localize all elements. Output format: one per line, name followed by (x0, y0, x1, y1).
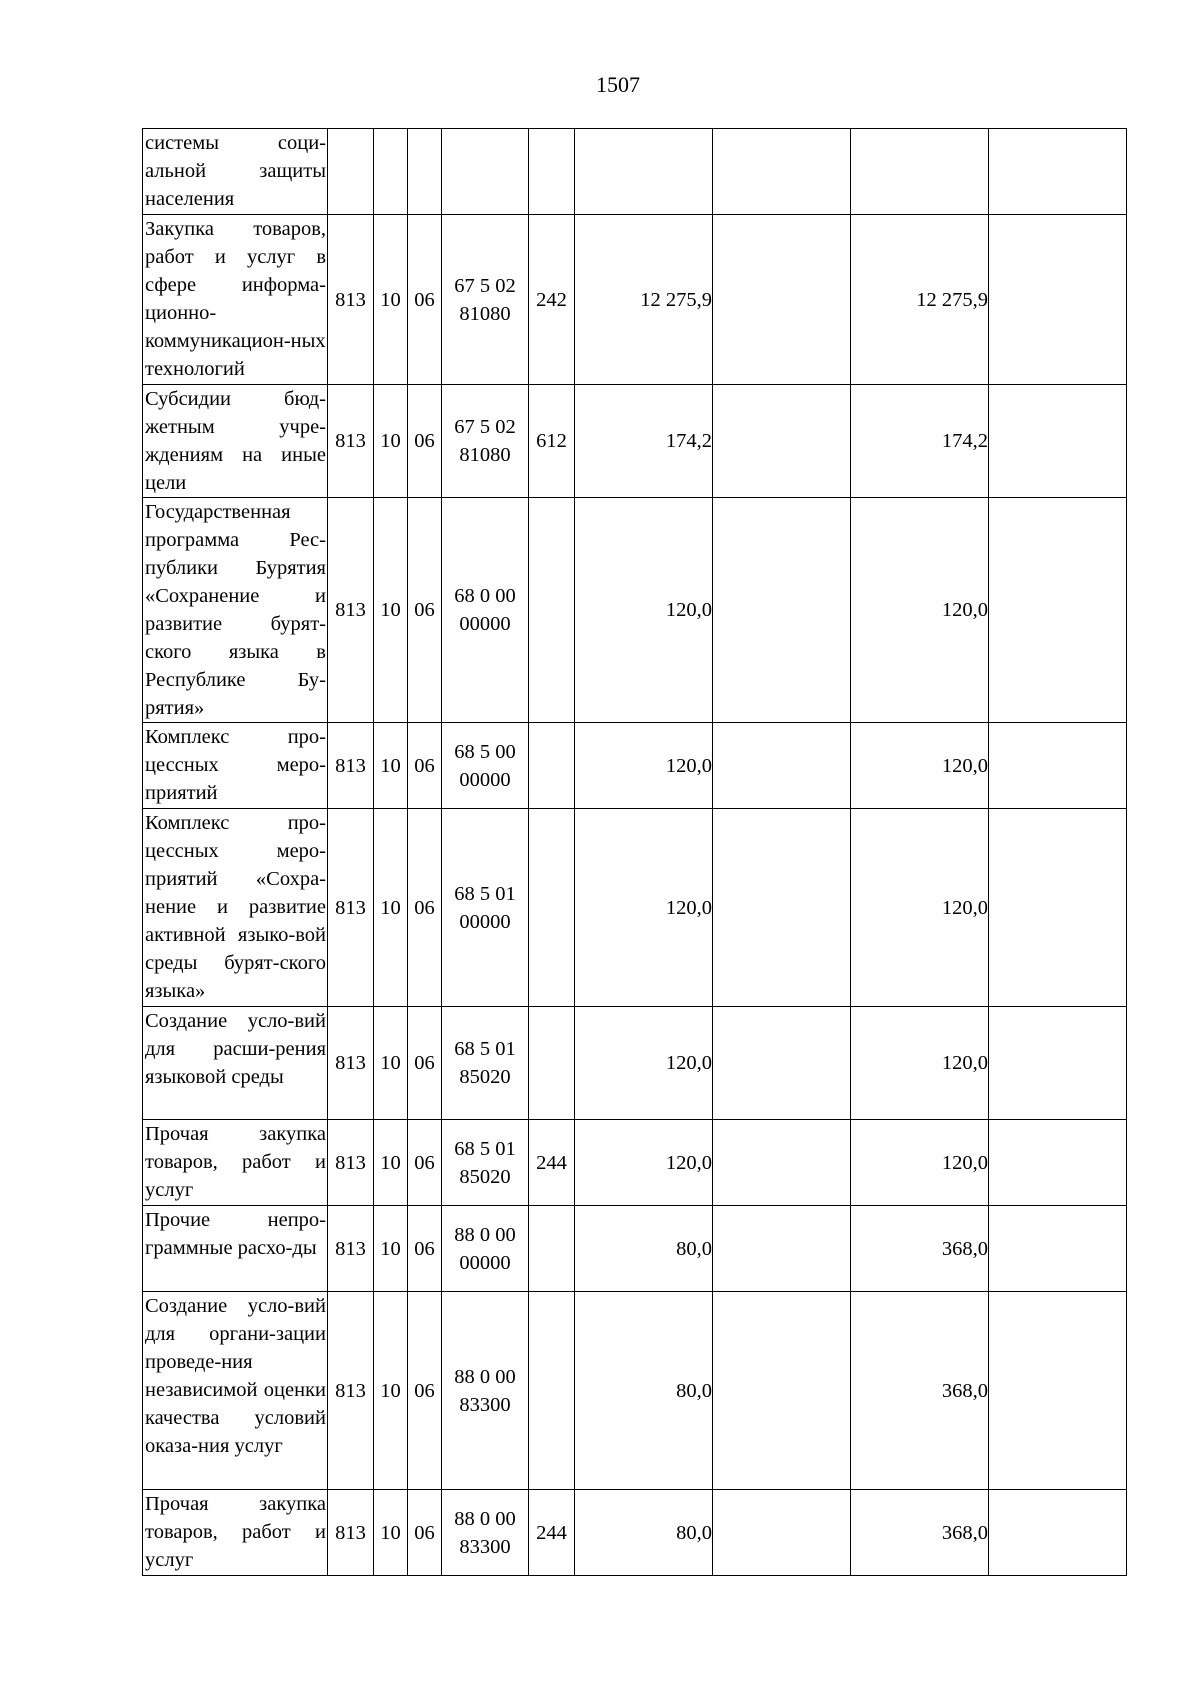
table-row (143, 1007, 1127, 1120)
expense-type-cell: 244 (529, 1490, 575, 1576)
subsection-code-cell: 06 (408, 1206, 442, 1292)
subsection-code-cell: 06 (408, 1490, 442, 1576)
expense-name-cell: Прочая закупка товаров, работ и услуг (143, 1490, 328, 1576)
expense-type-cell: 242 (529, 215, 575, 385)
expense-type-cell (529, 1206, 575, 1292)
expense-type-cell (529, 723, 575, 809)
table-row (143, 1206, 1127, 1292)
amount-3-cell: 368,0 (851, 1490, 989, 1576)
table-row (143, 129, 1127, 215)
section-code-cell (374, 129, 408, 215)
expense-name-cell: Государственная программа Рес-публики Бурятия «Сохранение и развитие бурят-ского языка в Республике Бу-рятия» (143, 498, 328, 723)
expense-type-cell (529, 1292, 575, 1490)
section-code-cell: 10 (374, 1120, 408, 1206)
target-article-cell: 68 0 00 00000 (442, 498, 529, 723)
expense-name-cell: системы соци-альной защиты населения (143, 129, 328, 215)
amount-3-cell: 174,2 (851, 385, 989, 498)
subsection-code-cell: 06 (408, 385, 442, 498)
subsection-code-cell: 06 (408, 809, 442, 1007)
table-row (143, 1292, 1127, 1490)
amount-3-cell: 120,0 (851, 723, 989, 809)
amount-2-cell (713, 215, 851, 385)
table-row (143, 498, 1127, 723)
target-article-cell: 68 5 01 85020 (442, 1007, 529, 1120)
target-article-cell: 67 5 02 81080 (442, 215, 529, 385)
table-body (143, 129, 1127, 1576)
expense-name-cell: Создание усло-вий для расши-рения языковой среды (143, 1007, 328, 1120)
amount-2-cell (713, 498, 851, 723)
section-code-cell: 10 (374, 385, 408, 498)
expense-name-cell: Комплекс про-цессных меро-приятий (143, 723, 328, 809)
amount-1-cell: 80,0 (575, 1292, 713, 1490)
subsection-code-cell: 06 (408, 498, 442, 723)
amount-3-cell: 120,0 (851, 1120, 989, 1206)
target-article-cell: 88 0 00 83300 (442, 1292, 529, 1490)
ministry-code-cell: 813 (328, 1007, 374, 1120)
amount-4-cell (989, 1206, 1127, 1292)
amount-4-cell (989, 498, 1127, 723)
amount-4-cell (989, 129, 1127, 215)
amount-2-cell (713, 385, 851, 498)
section-code-cell: 10 (374, 1206, 408, 1292)
table-row (143, 1490, 1127, 1576)
ministry-code-cell: 813 (328, 215, 374, 385)
ministry-code-cell: 813 (328, 385, 374, 498)
amount-4-cell (989, 1292, 1127, 1490)
amount-2-cell (713, 723, 851, 809)
subsection-code-cell: 06 (408, 1292, 442, 1490)
amount-4-cell (989, 723, 1127, 809)
amount-4-cell (989, 1007, 1127, 1120)
amount-1-cell: 80,0 (575, 1490, 713, 1576)
target-article-cell: 88 0 00 00000 (442, 1206, 529, 1292)
expense-type-cell: 244 (529, 1120, 575, 1206)
target-article-cell: 68 5 01 00000 (442, 809, 529, 1007)
ministry-code-cell: 813 (328, 1292, 374, 1490)
table-row (143, 215, 1127, 385)
expense-name-cell: Комплекс про-цессных меро-приятий «Сохра-нение и развитие активной языко-вой среды бурят-ского языка» (143, 809, 328, 1007)
table-row (143, 1120, 1127, 1206)
amount-3-cell: 120,0 (851, 1007, 989, 1120)
amount-3-cell: 12 275,9 (851, 215, 989, 385)
section-code-cell: 10 (374, 1490, 408, 1576)
target-article-cell: 68 5 01 85020 (442, 1120, 529, 1206)
subsection-code-cell: 06 (408, 215, 442, 385)
subsection-code-cell: 06 (408, 1007, 442, 1120)
amount-3-cell: 368,0 (851, 1206, 989, 1292)
amount-3-cell: 368,0 (851, 1292, 989, 1490)
table-row (143, 385, 1127, 498)
expense-type-cell (529, 129, 575, 215)
amount-2-cell (713, 1206, 851, 1292)
expense-type-cell (529, 498, 575, 723)
expense-type-cell: 612 (529, 385, 575, 498)
ministry-code-cell: 813 (328, 723, 374, 809)
target-article-cell: 67 5 02 81080 (442, 385, 529, 498)
amount-1-cell: 120,0 (575, 723, 713, 809)
expense-type-cell (529, 809, 575, 1007)
amount-2-cell (713, 1490, 851, 1576)
ministry-code-cell: 813 (328, 809, 374, 1007)
amount-3-cell (851, 129, 989, 215)
amount-4-cell (989, 1490, 1127, 1576)
subsection-code-cell: 06 (408, 1120, 442, 1206)
ministry-code-cell (328, 129, 374, 215)
table-row (143, 723, 1127, 809)
amount-3-cell: 120,0 (851, 498, 989, 723)
amount-1-cell: 120,0 (575, 1007, 713, 1120)
section-code-cell: 10 (374, 1007, 408, 1120)
ministry-code-cell: 813 (328, 1490, 374, 1576)
subsection-code-cell (408, 129, 442, 215)
amount-1-cell: 120,0 (575, 498, 713, 723)
ministry-code-cell: 813 (328, 1120, 374, 1206)
amount-3-cell: 120,0 (851, 809, 989, 1007)
target-article-cell: 68 5 00 00000 (442, 723, 529, 809)
amount-1-cell: 80,0 (575, 1206, 713, 1292)
section-code-cell: 10 (374, 1292, 408, 1490)
amount-4-cell (989, 1120, 1127, 1206)
target-article-cell: 88 0 00 83300 (442, 1490, 529, 1576)
amount-1-cell (575, 129, 713, 215)
amount-1-cell: 120,0 (575, 1120, 713, 1206)
amount-2-cell (713, 1292, 851, 1490)
amount-4-cell (989, 385, 1127, 498)
amount-2-cell (713, 129, 851, 215)
amount-1-cell: 12 275,9 (575, 215, 713, 385)
expense-name-cell: Закупка товаров, работ и услуг в сфере информа-ционно-коммуникацион-ных технологий (143, 215, 328, 385)
section-code-cell: 10 (374, 215, 408, 385)
amount-4-cell (989, 809, 1127, 1007)
amount-2-cell (713, 1007, 851, 1120)
budget-table (142, 128, 1127, 1576)
expense-name-cell: Создание усло-вий для органи-зации проведе-ния независимой оценки качества условий оказа-ния услуг (143, 1292, 328, 1490)
expense-name-cell: Прочая закупка товаров, работ и услуг (143, 1120, 328, 1206)
amount-2-cell (713, 809, 851, 1007)
section-code-cell: 10 (374, 809, 408, 1007)
expense-type-cell (529, 1007, 575, 1120)
amount-4-cell (989, 215, 1127, 385)
amount-1-cell: 174,2 (575, 385, 713, 498)
amount-1-cell: 120,0 (575, 809, 713, 1007)
ministry-code-cell: 813 (328, 1206, 374, 1292)
section-code-cell: 10 (374, 498, 408, 723)
target-article-cell (442, 129, 529, 215)
expense-name-cell: Прочие непро-граммные расхо-ды (143, 1206, 328, 1292)
amount-2-cell (713, 1120, 851, 1206)
section-code-cell: 10 (374, 723, 408, 809)
subsection-code-cell: 06 (408, 723, 442, 809)
expense-name-cell: Субсидии бюд-жетным учре-ждениям на иные цели (143, 385, 328, 498)
page-number: 1507 (596, 72, 640, 97)
ministry-code-cell: 813 (328, 498, 374, 723)
table-row (143, 809, 1127, 1007)
